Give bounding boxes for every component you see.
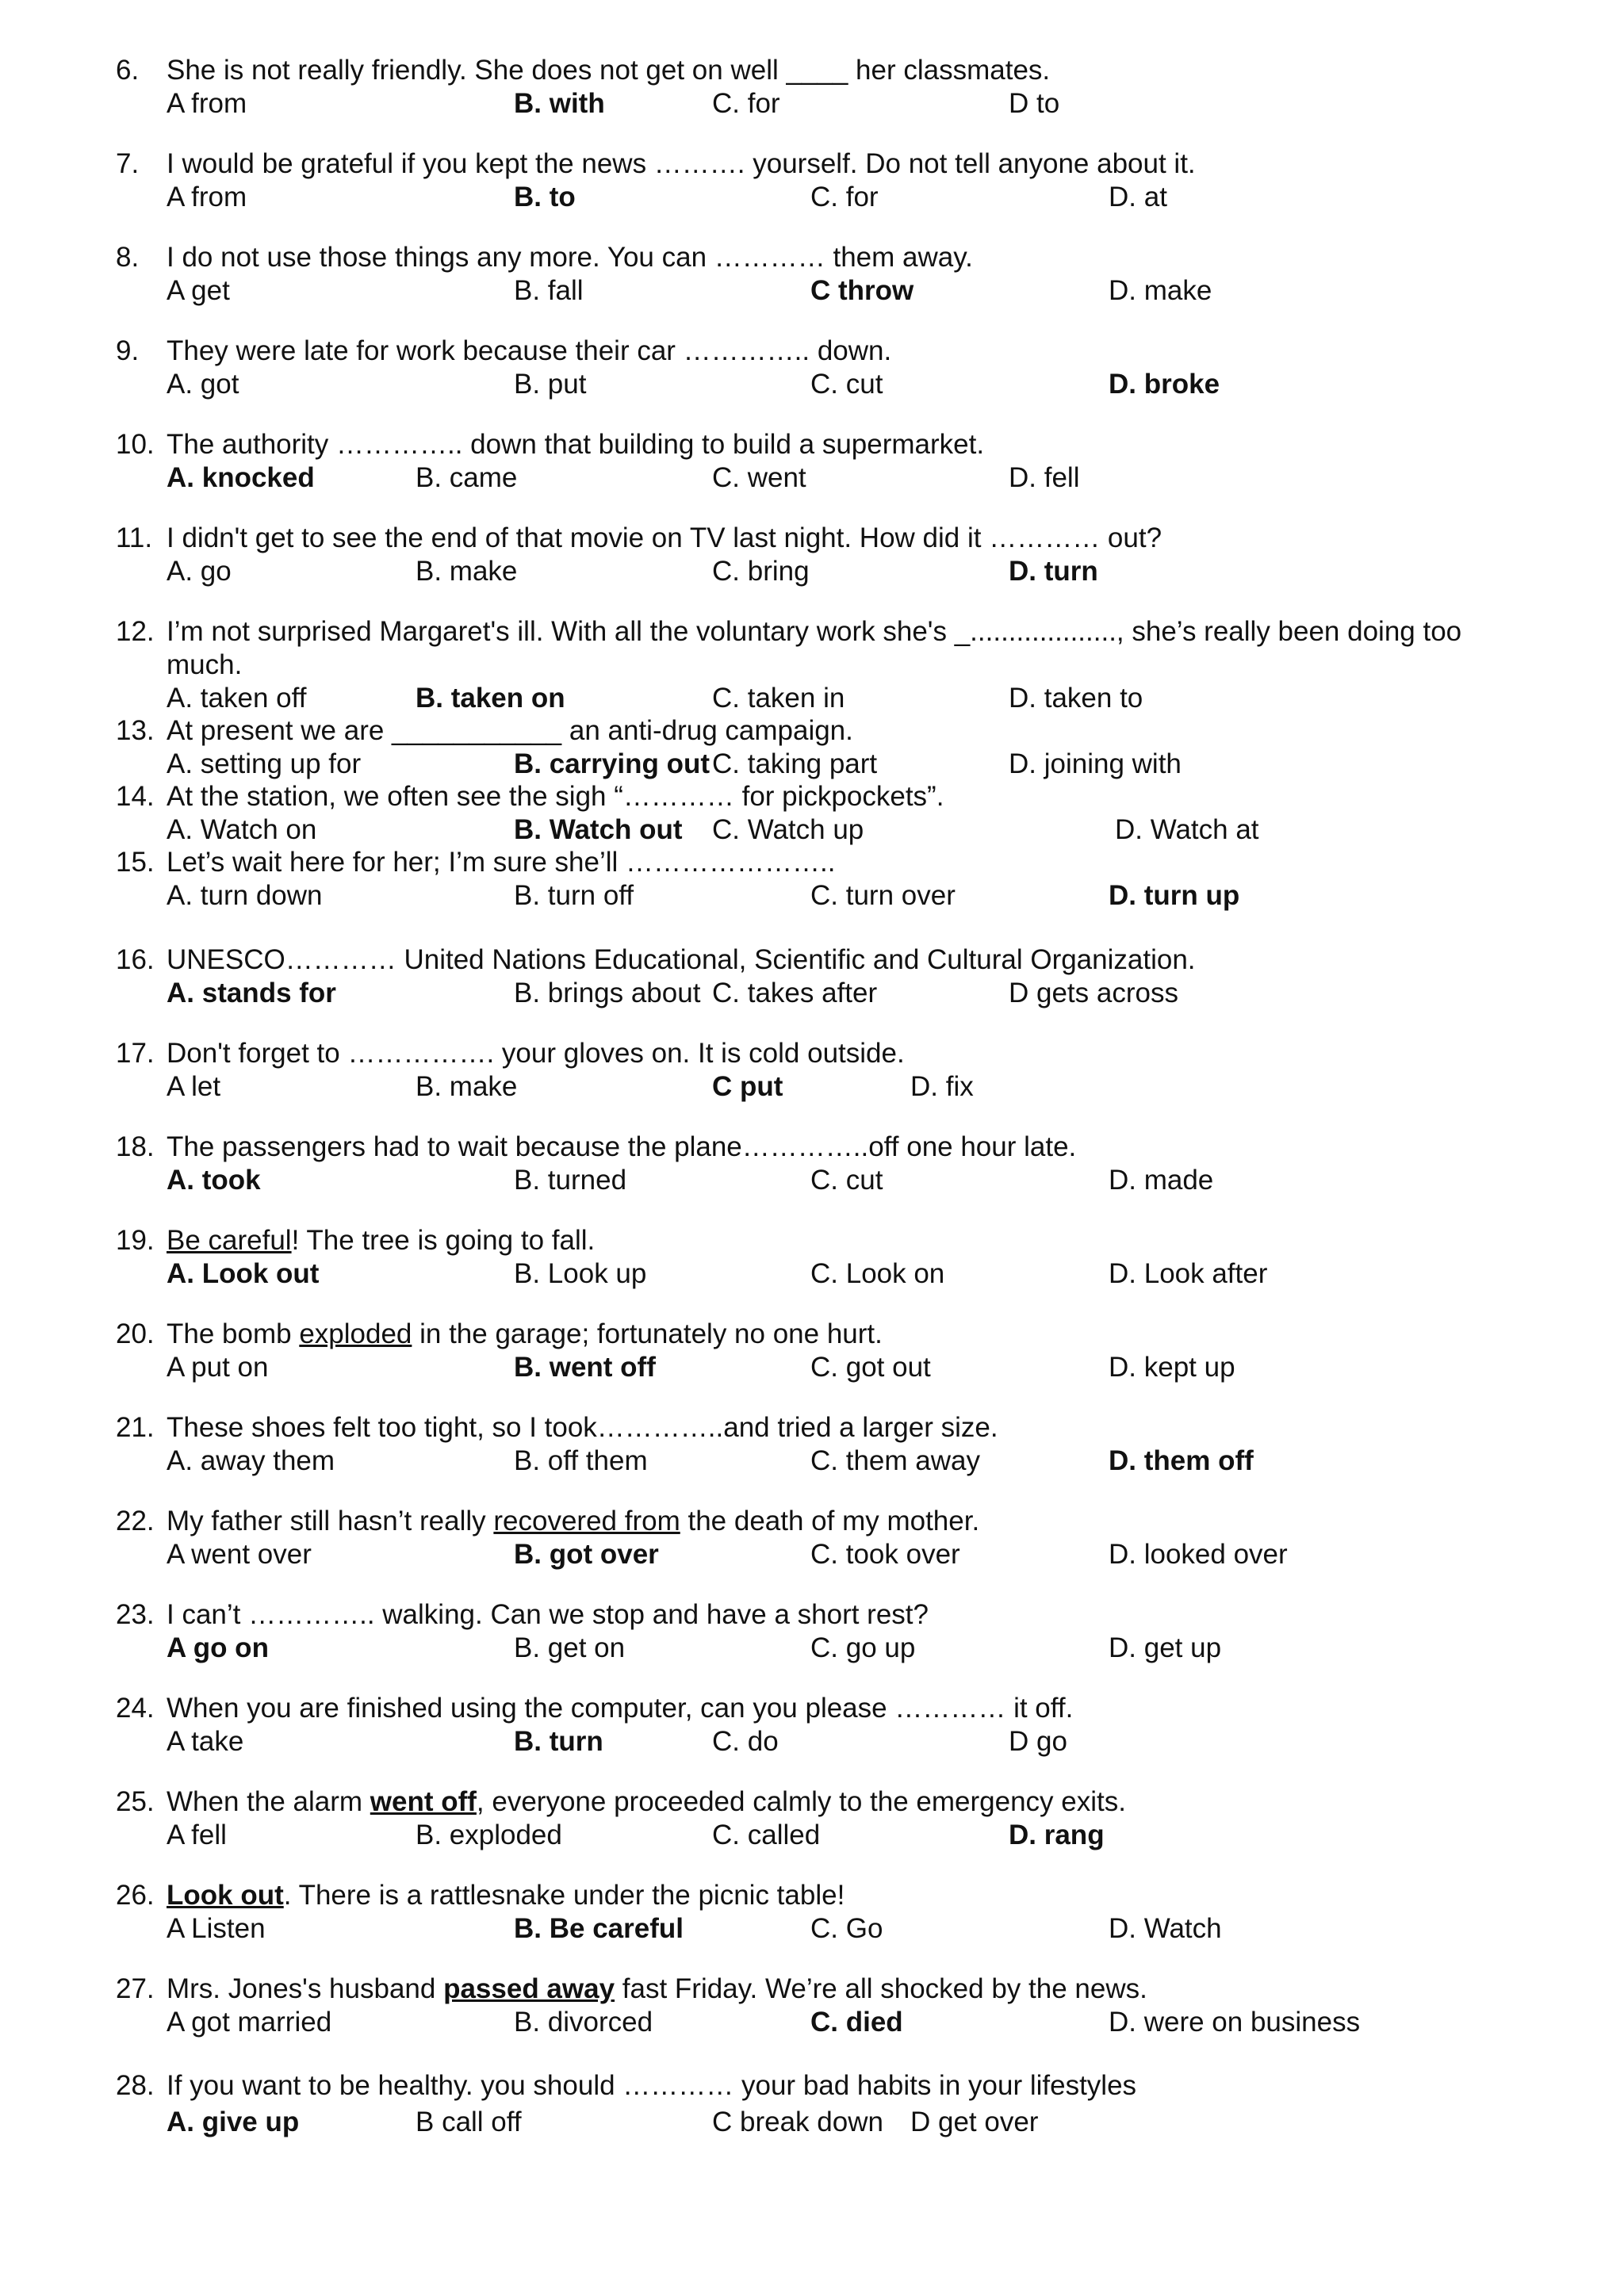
answer-option: B. fall	[514, 275, 584, 306]
question-stem	[167, 1879, 1507, 1912]
answer-option: B. make	[416, 1071, 518, 1102]
answer-option-correct: D. turn up	[1109, 880, 1240, 911]
answer-option: D. fix	[910, 1071, 974, 1102]
answer-option: D go	[1009, 1726, 1067, 1757]
answer-option-correct: A. stands for	[167, 978, 336, 1008]
answer-option-correct: B. Be careful	[514, 1913, 684, 1944]
answer-option: D. taken to	[1009, 683, 1143, 714]
answer-option: C. bring	[712, 556, 810, 587]
stem-text: I would be grateful if you kept the news ………. yourself. Do not tell anyone about it.	[167, 148, 1196, 179]
answer-option: C. for	[712, 88, 780, 119]
answer-option: C. Look on	[810, 1258, 945, 1289]
question-stem	[167, 780, 1507, 813]
question-stem	[167, 1411, 1507, 1445]
answer-option: C. for	[810, 182, 879, 212]
answer-option: C. do	[712, 1726, 779, 1757]
answer-option: A. setting up for	[167, 748, 362, 779]
question-number: 18.	[116, 1131, 155, 1162]
answer-option: C. went	[712, 462, 806, 493]
question-number: 7.	[116, 148, 140, 179]
answer-option: B. turned	[514, 1165, 627, 1196]
stem-text: I can’t ………….. walking. Can we stop and have a short rest?	[167, 1599, 929, 1630]
stem-text: Don't forget to ……………. your gloves on. It is cold outside.	[167, 1038, 905, 1069]
stem-text: Let’s wait here for her; I’m sure she’ll …………………..	[167, 847, 836, 878]
answer-option: A put on	[167, 1352, 269, 1383]
answer-option: D. kept up	[1109, 1352, 1235, 1383]
question-number: 20.	[116, 1318, 155, 1349]
question-stem	[167, 1973, 1507, 2006]
stem-text: the death of my mother.	[680, 1506, 980, 1536]
question-number: 17.	[116, 1038, 155, 1069]
answer-option-correct: D. turn	[1009, 556, 1098, 587]
question-number: 15.	[116, 847, 155, 878]
stem-text: , everyone proceeded calmly to the emergency exits.	[476, 1786, 1126, 1817]
answer-option-correct: A. took	[167, 1165, 261, 1196]
answer-option-correct: A go on	[167, 1632, 269, 1663]
answer-option: A. taken off	[167, 683, 307, 714]
answer-option-correct: A. Look out	[167, 1258, 320, 1289]
answer-option-correct: A. give up	[167, 2107, 300, 2137]
answer-option: A. go	[167, 556, 232, 587]
answer-option: C. Go	[810, 1913, 883, 1944]
answer-option: B. get on	[514, 1632, 626, 1663]
answer-option: C. them away	[810, 1445, 980, 1476]
question-stem	[167, 846, 1507, 879]
answer-option: C. cut	[810, 1165, 883, 1196]
answer-option: A let	[167, 1071, 221, 1102]
question-number: 26.	[116, 1880, 155, 1911]
answer-option: A. Watch on	[167, 814, 317, 845]
answer-option-correct: C put	[712, 1071, 783, 1102]
answer-option: B call off	[416, 2107, 522, 2137]
stem-text: I do not use those things any more. You can ………… them away.	[167, 242, 973, 273]
question-stem	[167, 1692, 1507, 1725]
answer-option: A from	[167, 182, 247, 212]
question-stem	[167, 615, 1507, 682]
question-number: 9.	[116, 335, 140, 366]
answer-option: A get	[167, 275, 230, 306]
answer-option: A. got	[167, 369, 239, 400]
answer-option: D. make	[1109, 275, 1212, 306]
question-stem	[167, 1785, 1507, 1819]
question-number: 16.	[116, 944, 155, 975]
answer-option: A take	[167, 1726, 244, 1757]
answer-option: A fell	[167, 1820, 227, 1850]
answer-option: B. came	[416, 462, 518, 493]
answer-option: C. cut	[810, 369, 883, 400]
stem-text: If you want to be healthy. you should ………… your bad habits in your lifestyles	[167, 2070, 1137, 2101]
question-stem	[167, 147, 1507, 181]
answer-option-correct: D. broke	[1109, 369, 1220, 400]
question-number: 6.	[116, 55, 140, 86]
stem-text: At present we are ___________ an anti-drug campaign.	[167, 715, 853, 746]
question-stem	[167, 1131, 1507, 1164]
question-stem	[167, 714, 1507, 748]
question-number: 24.	[116, 1693, 155, 1724]
stem-text: Mrs. Jones's husband	[167, 1973, 444, 2004]
answer-option: B. divorced	[514, 2007, 653, 2038]
question-stem	[167, 1318, 1507, 1351]
stem-text: ! The tree is going to fall.	[291, 1225, 596, 1256]
answer-option: C. taken in	[712, 683, 845, 714]
answer-option: B. put	[514, 369, 587, 400]
answer-option-correct: B. carrying out	[514, 748, 710, 779]
question-number: 10.	[116, 429, 155, 460]
stem-text: The passengers had to wait because the plane…………..off one hour late.	[167, 1131, 1077, 1162]
question-number: 13.	[116, 715, 155, 746]
answer-option: A. away them	[167, 1445, 335, 1476]
stem-emphasis: exploded	[299, 1318, 412, 1349]
stem-text: The bomb	[167, 1318, 300, 1349]
stem-emphasis: Look out	[167, 1880, 284, 1911]
answer-option: A went over	[167, 1539, 312, 1570]
question-number: 22.	[116, 1506, 155, 1536]
stem-text: When the alarm	[167, 1786, 370, 1817]
answer-option: C. got out	[810, 1352, 931, 1383]
question-stem	[167, 1598, 1507, 1632]
stem-text: The authority ………….. down that building to build a supermarket.	[167, 429, 985, 460]
answer-option: B. Look up	[514, 1258, 647, 1289]
answer-option: D to	[1009, 88, 1060, 119]
answer-option-correct: D. rang	[1009, 1820, 1105, 1850]
question-stem	[167, 943, 1507, 977]
question-number: 11.	[116, 522, 153, 553]
stem-emphasis: Be careful	[167, 1225, 292, 1256]
question-stem	[167, 335, 1507, 368]
answer-option: C. Watch up	[712, 814, 864, 845]
answer-option-correct: D. them off	[1109, 1445, 1254, 1476]
question-stem	[167, 54, 1507, 87]
answer-option: A got married	[167, 2007, 332, 2038]
stem-emphasis: went off	[370, 1786, 477, 1817]
stem-text: They were late for work because their car ………….. down.	[167, 335, 892, 366]
answer-option: A from	[167, 88, 247, 119]
stem-text: My father still hasn’t really	[167, 1506, 494, 1536]
answer-option-correct: C. died	[810, 2007, 903, 2038]
answer-option: D. get up	[1109, 1632, 1222, 1663]
answer-option: D. fell	[1009, 462, 1080, 493]
answer-option-correct: B. with	[514, 88, 605, 119]
stem-text: in the garage; fortunately no one hurt.	[412, 1318, 883, 1349]
answer-option: B. brings about	[514, 978, 701, 1008]
answer-option: C break down	[712, 2107, 883, 2137]
answer-option-correct: A. knocked	[167, 462, 315, 493]
answer-option: C. takes after	[712, 978, 878, 1008]
answer-option: D. Look after	[1109, 1258, 1268, 1289]
answer-option: A Listen	[167, 1913, 266, 1944]
question-stem	[167, 1037, 1507, 1070]
question-stem	[167, 1505, 1507, 1538]
question-number: 23.	[116, 1599, 155, 1630]
question-stem	[167, 1224, 1507, 1257]
stem-text: These shoes felt too tight, so I took…………..and tried a larger size.	[167, 1412, 998, 1443]
answer-option: B. turn off	[514, 880, 634, 911]
answer-option: D. Watch at	[1115, 814, 1259, 845]
answer-option-correct: B. to	[514, 182, 576, 212]
stem-text: When you are finished using the computer, can you please ………… it off.	[167, 1693, 1074, 1724]
answer-option: B. exploded	[416, 1820, 562, 1850]
answer-option: C. go up	[810, 1632, 916, 1663]
stem-text: She is not really friendly. She does not get on well ____ her classmates.	[167, 55, 1051, 86]
stem-text: . There is a rattlesnake under the picnic table!	[283, 1880, 845, 1911]
answer-option-correct: B. turn	[514, 1726, 603, 1757]
question-number: 27.	[116, 1973, 155, 2004]
question-number: 8.	[116, 242, 140, 273]
question-number: 21.	[116, 1412, 155, 1443]
answer-option: C. taking part	[712, 748, 878, 779]
question-number: 25.	[116, 1786, 155, 1817]
answer-option: D. Watch	[1109, 1913, 1222, 1944]
answer-option-correct: B. went off	[514, 1352, 656, 1383]
answer-option: C. turn over	[810, 880, 956, 911]
answer-option-correct: B. got over	[514, 1539, 659, 1570]
answer-option: D get over	[910, 2107, 1039, 2137]
answer-option: D gets across	[1009, 978, 1178, 1008]
question-number: 12.	[116, 616, 155, 647]
stem-emphasis: passed away	[443, 1973, 615, 2004]
answer-option-correct: C throw	[810, 275, 914, 306]
answer-option: D. joining with	[1009, 748, 1182, 779]
stem-text: I’m not surprised Margaret's ill. With all the voluntary work she's _..................., she’s really been doing too much.	[167, 616, 1462, 680]
stem-text: I didn't get to see the end of that movie on TV last night. How did it ………… out?	[167, 522, 1162, 553]
answer-option: B. make	[416, 556, 518, 587]
question-stem	[167, 428, 1507, 461]
answer-option: C. called	[712, 1820, 821, 1850]
stem-text: At the station, we often see the sigh “………… for pickpockets”.	[167, 781, 944, 812]
answer-option: A. turn down	[167, 880, 323, 911]
question-stem	[167, 2069, 1507, 2103]
stem-text: fast Friday. We’re all shocked by the news.	[615, 1973, 1147, 2004]
answer-option: D. were on business	[1109, 2007, 1361, 2038]
question-number: 28.	[116, 2070, 155, 2101]
answer-option-correct: B. taken on	[416, 683, 565, 714]
question-stem	[167, 522, 1507, 555]
answer-option: D. made	[1109, 1165, 1214, 1196]
answer-option: B. off them	[514, 1445, 648, 1476]
answer-option: D. looked over	[1109, 1539, 1288, 1570]
answer-option: D. at	[1109, 182, 1167, 212]
question-number: 14.	[116, 781, 155, 812]
question-number: 19.	[116, 1225, 155, 1256]
stem-text: UNESCO………… United Nations Educational, Scientific and Cultural Organization.	[167, 944, 1196, 975]
answer-option: C. took over	[810, 1539, 960, 1570]
stem-emphasis: recovered from	[493, 1506, 680, 1536]
question-stem	[167, 241, 1507, 274]
answer-option-correct: B. Watch out	[514, 814, 683, 845]
